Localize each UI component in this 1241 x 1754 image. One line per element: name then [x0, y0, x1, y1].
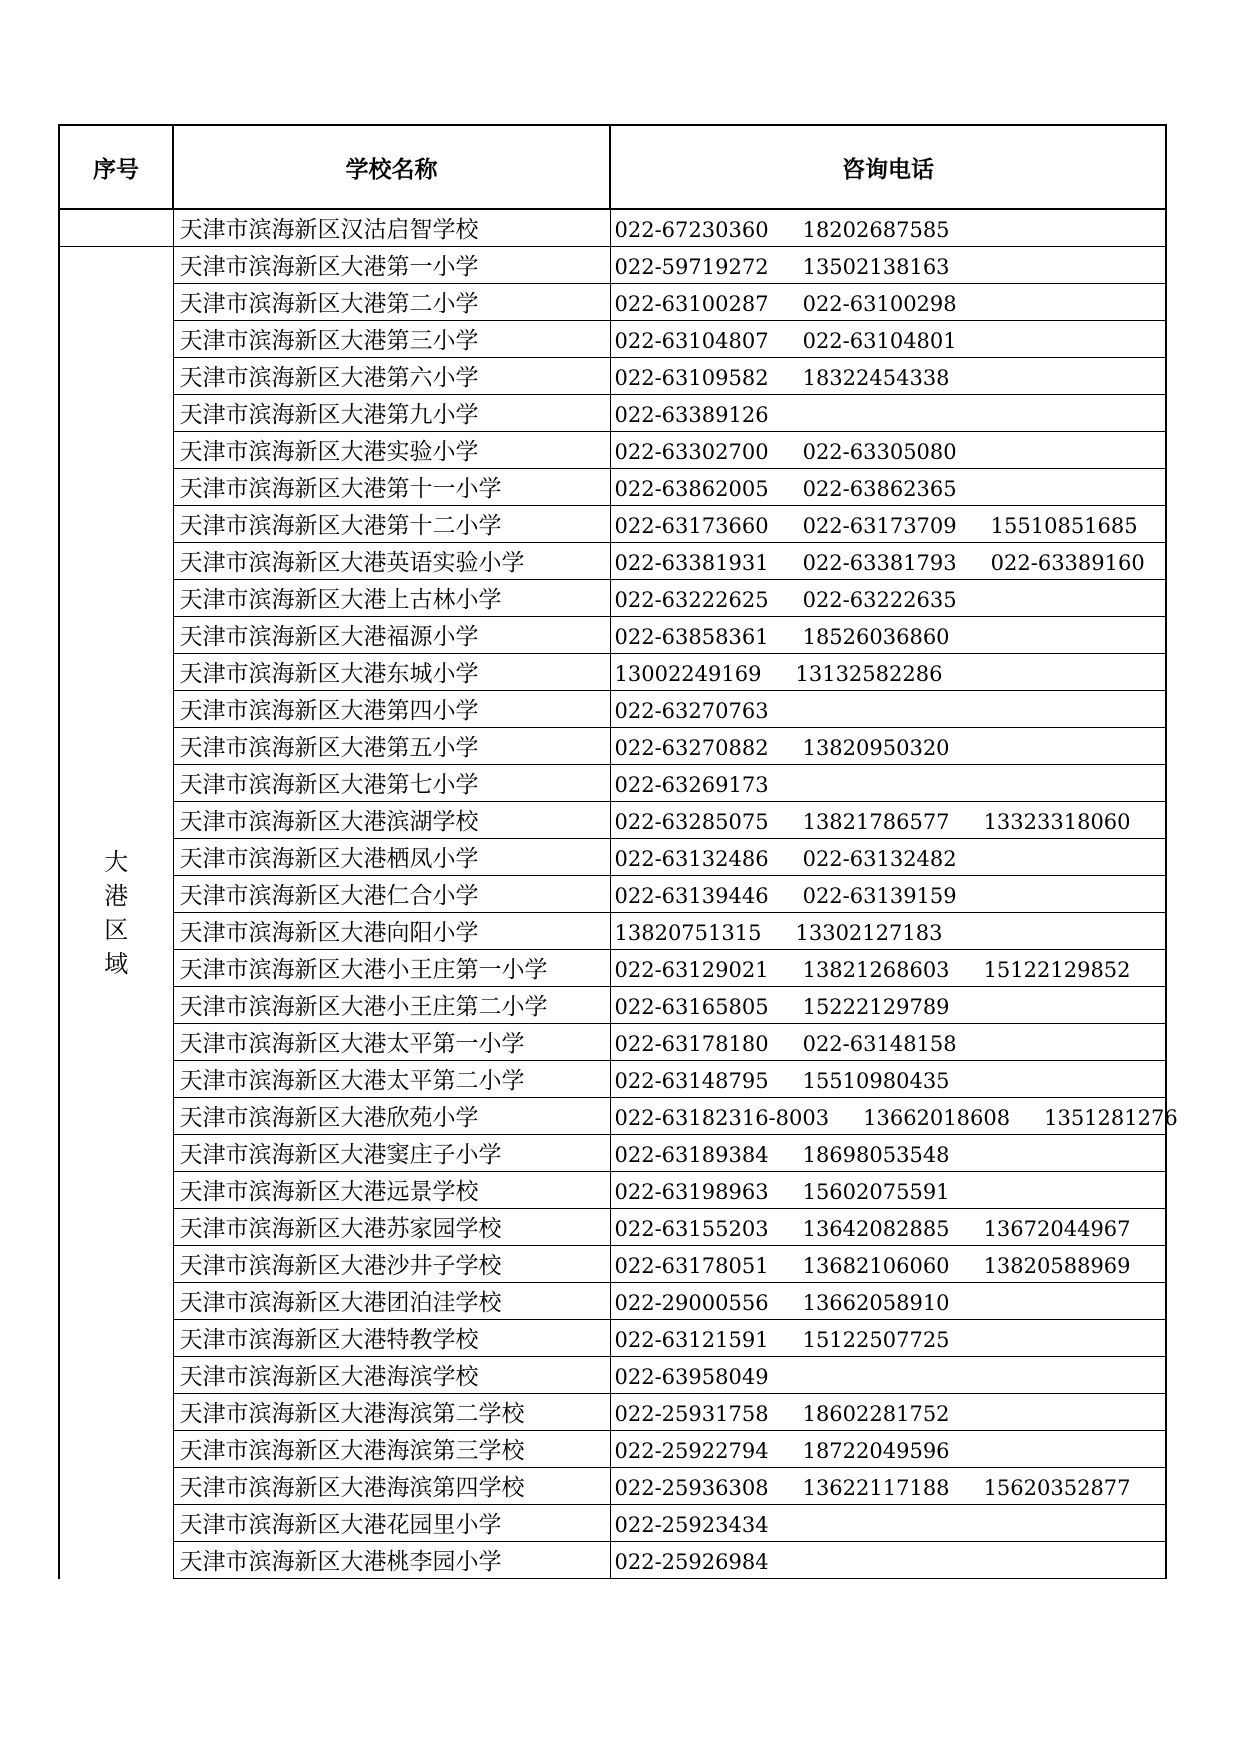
phone-number: 18202687585 — [802, 218, 950, 242]
table-row — [59, 358, 1166, 395]
phone-number: 022-63132486 — [614, 847, 769, 871]
table-header-row — [59, 125, 1166, 209]
phone-number: 022-63139159 — [802, 884, 957, 908]
school-name-cell: 天津市滨海新区大港栖凤小学 — [173, 839, 610, 876]
phone-number: 022-63305080 — [802, 440, 957, 464]
school-name-cell: 天津市滨海新区大港欣苑小学 — [173, 1098, 610, 1135]
phone-number: 13821786577 — [802, 810, 950, 834]
school-name-cell: 天津市滨海新区大港英语实验小学 — [173, 543, 610, 580]
phone-cell — [610, 1246, 1166, 1283]
school-name-cell: 天津市滨海新区大港海滨第二学校 — [173, 1394, 610, 1431]
phone-number: 13820751315 — [614, 921, 762, 945]
phone-number: 022-63958049 — [614, 1365, 769, 1389]
phone-number: 13642082885 — [802, 1217, 950, 1241]
phone-number: 022-63862005 — [614, 477, 769, 501]
table-row — [59, 1320, 1166, 1357]
table-row — [59, 469, 1166, 506]
phone-number: 18602281752 — [802, 1402, 950, 1426]
header-phone: 咨询电话 — [610, 125, 1166, 209]
phone-cell — [610, 1394, 1166, 1431]
table-row — [59, 1431, 1166, 1468]
phone-cell — [610, 617, 1166, 654]
phone-cell — [610, 950, 1166, 987]
phone-number: 022-25922794 — [614, 1439, 769, 1463]
phone-number: 022-63148158 — [802, 1032, 957, 1056]
phone-number: 13662058910 — [802, 1291, 950, 1315]
table-row — [59, 1246, 1166, 1283]
table-row — [59, 950, 1166, 987]
phone-cell — [610, 1209, 1166, 1246]
table-row — [59, 1135, 1166, 1172]
phone-cell — [610, 321, 1166, 358]
table-body — [59, 209, 1178, 1579]
table-row — [59, 1283, 1166, 1320]
phone-number: 1351281276 — [1044, 1106, 1178, 1130]
school-name-cell: 天津市滨海新区汉沽启智学校 — [173, 209, 610, 247]
phone-cell — [610, 469, 1166, 506]
phone-number: 022-63302700 — [614, 440, 769, 464]
phone-number: 022-63178180 — [614, 1032, 769, 1056]
phone-number: 13672044967 — [983, 1217, 1131, 1241]
phone-cell — [610, 358, 1166, 395]
school-name-cell: 天津市滨海新区大港第二小学 — [173, 284, 610, 321]
table-row — [59, 691, 1166, 728]
table-row — [59, 913, 1166, 950]
table-row — [59, 1172, 1166, 1209]
phone-cell — [610, 913, 1166, 950]
school-name-cell: 天津市滨海新区大港实验小学 — [173, 432, 610, 469]
phone-number: 022-63222625 — [614, 588, 769, 612]
table-row — [59, 247, 1166, 284]
school-name-cell: 天津市滨海新区大港特教学校 — [173, 1320, 610, 1357]
phone-cell — [610, 1468, 1166, 1505]
phone-cell — [610, 1172, 1166, 1209]
phone-cell — [610, 1505, 1166, 1542]
phone-number: 022-25931758 — [614, 1402, 769, 1426]
school-name-cell: 天津市滨海新区大港小王庄第一小学 — [173, 950, 610, 987]
phone-cell — [610, 1098, 1178, 1135]
school-name-cell: 天津市滨海新区大港第四小学 — [173, 691, 610, 728]
phone-cell — [610, 1061, 1166, 1098]
phone-number: 13502138163 — [802, 255, 950, 279]
phone-cell — [610, 765, 1166, 802]
school-name-cell: 天津市滨海新区大港仁合小学 — [173, 876, 610, 913]
phone-number: 022-63222635 — [802, 588, 957, 612]
region-cell — [59, 247, 173, 1579]
school-name-cell: 天津市滨海新区大港窦庄子小学 — [173, 1135, 610, 1172]
phone-cell — [610, 1283, 1166, 1320]
school-name-cell: 天津市滨海新区大港海滨学校 — [173, 1357, 610, 1394]
phone-number: 15620352877 — [983, 1476, 1131, 1500]
table-row — [59, 506, 1166, 543]
phone-cell — [610, 395, 1166, 432]
school-name-cell: 天津市滨海新区大港第五小学 — [173, 728, 610, 765]
phone-number: 15122507725 — [802, 1328, 950, 1352]
phone-number: 022-63858361 — [614, 625, 769, 649]
phone-number: 022-63862365 — [802, 477, 957, 501]
phone-number: 022-63270882 — [614, 736, 769, 760]
phone-number: 022-63198963 — [614, 1180, 769, 1204]
table-row — [59, 1542, 1166, 1579]
school-name-cell: 天津市滨海新区大港沙井子学校 — [173, 1246, 610, 1283]
table-row — [59, 987, 1166, 1024]
phone-number: 13682106060 — [802, 1254, 950, 1278]
phone-number: 022-63389160 — [990, 551, 1145, 575]
school-name-cell: 天津市滨海新区大港第七小学 — [173, 765, 610, 802]
school-table — [58, 124, 1178, 1579]
school-name-cell: 天津市滨海新区大港滨湖学校 — [173, 802, 610, 839]
school-name-cell: 天津市滨海新区大港小王庄第二小学 — [173, 987, 610, 1024]
table-row — [59, 1357, 1166, 1394]
table-row — [59, 765, 1166, 802]
school-name-cell: 天津市滨海新区大港向阳小学 — [173, 913, 610, 950]
phone-number: 022-29000556 — [614, 1291, 769, 1315]
phone-number: 022-63285075 — [614, 810, 769, 834]
phone-number: 022-63182316-8003 — [614, 1106, 830, 1130]
table-row — [59, 580, 1166, 617]
phone-cell — [610, 839, 1166, 876]
school-name-cell: 天津市滨海新区大港东城小学 — [173, 654, 610, 691]
phone-number: 022-67230360 — [614, 218, 769, 242]
index-cell-empty — [59, 209, 173, 247]
header-index: 序号 — [59, 125, 173, 209]
phone-cell — [610, 247, 1166, 284]
school-name-cell: 天津市滨海新区大港福源小学 — [173, 617, 610, 654]
phone-number: 022-63100298 — [802, 292, 957, 316]
table-row — [59, 1209, 1166, 1246]
phone-cell — [610, 580, 1166, 617]
phone-cell — [610, 802, 1166, 839]
table-row — [59, 654, 1166, 691]
phone-cell — [610, 1357, 1166, 1394]
phone-cell — [610, 1135, 1166, 1172]
phone-cell — [610, 209, 1166, 247]
table-row — [59, 395, 1166, 432]
phone-cell — [610, 543, 1166, 580]
phone-number: 13302127183 — [795, 921, 943, 945]
school-name-cell: 天津市滨海新区大港团泊洼学校 — [173, 1283, 610, 1320]
phone-number: 022-25923434 — [614, 1513, 769, 1537]
phone-number: 13662018608 — [863, 1106, 1011, 1130]
phone-cell — [610, 1320, 1166, 1357]
phone-number: 13820950320 — [802, 736, 950, 760]
phone-cell — [610, 284, 1166, 321]
phone-cell — [610, 1542, 1166, 1579]
phone-cell — [610, 506, 1166, 543]
table-row — [59, 1061, 1166, 1098]
phone-number: 022-63139446 — [614, 884, 769, 908]
phone-cell — [610, 1024, 1166, 1061]
table-row — [59, 1468, 1166, 1505]
table-row — [59, 876, 1166, 913]
school-name-cell: 天津市滨海新区大港第九小学 — [173, 395, 610, 432]
table-row — [59, 543, 1166, 580]
phone-number: 022-63121591 — [614, 1328, 769, 1352]
region-label: 大港区域 — [104, 847, 129, 978]
phone-number: 15222129789 — [802, 995, 950, 1019]
table-row — [59, 432, 1166, 469]
table-row — [59, 284, 1166, 321]
school-name-cell: 天津市滨海新区大港海滨第三学校 — [173, 1431, 610, 1468]
phone-number: 022-63173660 — [614, 514, 769, 538]
phone-number: 13002249169 — [614, 662, 762, 686]
phone-cell — [610, 876, 1166, 913]
table-row — [59, 1024, 1166, 1061]
school-name-cell: 天津市滨海新区大港远景学校 — [173, 1172, 610, 1209]
phone-number: 13132582286 — [795, 662, 943, 686]
phone-number: 022-63178051 — [614, 1254, 769, 1278]
phone-cell — [610, 432, 1166, 469]
phone-number: 022-63189384 — [614, 1143, 769, 1167]
phone-number: 022-63104807 — [614, 329, 769, 353]
table-row — [59, 728, 1166, 765]
school-contact-sheet — [58, 124, 1178, 1579]
school-name-cell: 天津市滨海新区大港海滨第四学校 — [173, 1468, 610, 1505]
school-name-cell: 天津市滨海新区大港第一小学 — [173, 247, 610, 284]
header-school-name: 学校名称 — [173, 125, 610, 209]
school-name-cell: 天津市滨海新区大港第十一小学 — [173, 469, 610, 506]
phone-number: 022-63381793 — [802, 551, 957, 575]
phone-number: 15122129852 — [983, 958, 1131, 982]
table-row — [59, 802, 1166, 839]
phone-number: 15510980435 — [802, 1069, 950, 1093]
school-name-cell: 天津市滨海新区大港第三小学 — [173, 321, 610, 358]
phone-number: 022-63109582 — [614, 366, 769, 390]
school-name-cell: 天津市滨海新区大港花园里小学 — [173, 1505, 610, 1542]
phone-number: 13323318060 — [983, 810, 1131, 834]
school-name-cell: 天津市滨海新区大港苏家园学校 — [173, 1209, 610, 1246]
phone-cell — [610, 654, 1166, 691]
phone-number: 022-63165805 — [614, 995, 769, 1019]
phone-number: 18722049596 — [802, 1439, 950, 1463]
table-row — [59, 321, 1166, 358]
phone-number: 022-59719272 — [614, 255, 769, 279]
phone-number: 022-25936308 — [614, 1476, 769, 1500]
phone-number: 13820588969 — [983, 1254, 1131, 1278]
table-row — [59, 839, 1166, 876]
phone-number: 022-63270763 — [614, 699, 769, 723]
phone-number: 022-63104801 — [802, 329, 957, 353]
table-row — [59, 1394, 1166, 1431]
table-row — [59, 209, 1166, 247]
school-name-cell: 天津市滨海新区大港太平第一小学 — [173, 1024, 610, 1061]
phone-cell — [610, 987, 1166, 1024]
school-name-cell: 天津市滨海新区大港太平第二小学 — [173, 1061, 610, 1098]
school-name-cell: 天津市滨海新区大港桃李园小学 — [173, 1542, 610, 1579]
school-name-cell: 天津市滨海新区大港上古林小学 — [173, 580, 610, 617]
school-name-cell: 天津市滨海新区大港第六小学 — [173, 358, 610, 395]
phone-number: 022-63155203 — [614, 1217, 769, 1241]
phone-number: 022-63129021 — [614, 958, 769, 982]
table-row — [59, 1505, 1166, 1542]
phone-number: 022-63148795 — [614, 1069, 769, 1093]
phone-cell — [610, 728, 1166, 765]
phone-number: 022-63389126 — [614, 403, 769, 427]
phone-number: 13821268603 — [802, 958, 950, 982]
phone-cell — [610, 691, 1166, 728]
phone-number: 18698053548 — [802, 1143, 950, 1167]
phone-number: 022-63269173 — [614, 773, 769, 797]
phone-number: 022-63173709 — [802, 514, 957, 538]
table-row — [59, 1098, 1166, 1135]
phone-number: 15602075591 — [802, 1180, 950, 1204]
phone-number: 022-25926984 — [614, 1550, 769, 1574]
phone-number: 18526036860 — [802, 625, 950, 649]
phone-number: 15510851685 — [990, 514, 1138, 538]
school-name-cell: 天津市滨海新区大港第十二小学 — [173, 506, 610, 543]
phone-number: 18322454338 — [802, 366, 950, 390]
phone-number: 13622117188 — [802, 1476, 950, 1500]
table-row — [59, 617, 1166, 654]
phone-number: 022-63381931 — [614, 551, 769, 575]
phone-number: 022-63100287 — [614, 292, 769, 316]
phone-number: 022-63132482 — [802, 847, 957, 871]
phone-cell — [610, 1431, 1166, 1468]
